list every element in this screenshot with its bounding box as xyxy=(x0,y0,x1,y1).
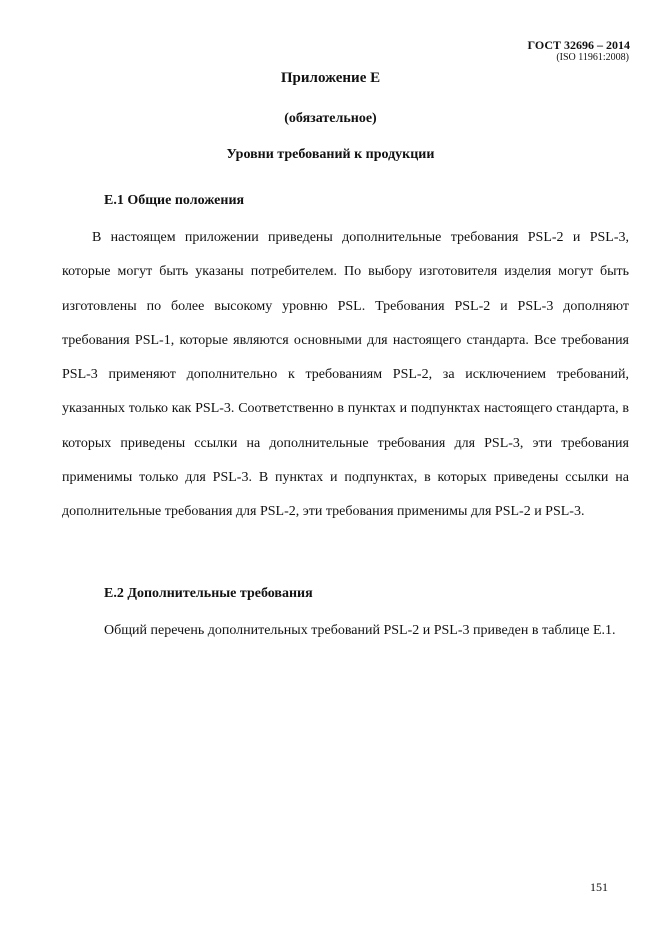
appendix-subject: Уровни требований к продукции xyxy=(226,147,435,162)
section-heading-e2: Е.2 Дополнительные требования xyxy=(104,586,313,601)
section-text-e2: Общий перечень дополнительных требований PSL-2 и PSL-3 приведен в таблице Е.1. xyxy=(104,623,616,638)
iso-code: (ISO 11961:2008) xyxy=(556,52,629,63)
appendix-kind: (обязательное) xyxy=(284,111,377,126)
page-number: 151 xyxy=(590,880,608,894)
appendix-title: Приложение Е xyxy=(280,70,381,86)
section-heading-e1: Е.1 Общие положения xyxy=(104,193,245,208)
section-text-e1: В настоящем приложении приведены дополнительные требования PSL-2 и PSL-3, которые могут быть указаны потребителем. По выбору изготовителя изделия могут быть изготовлены по более высокому уровню PSL. Требования PSL-2 и PSL-3 дополняют требования PSL-1, которые являются основными для настоящего стандарта. Все требования PSL-3 применяют дополнительно к требованиям PSL-2, за исключением требований, указанных только как PSL-3. Соответственно в пунктах и подпунктах настоящего стандарта, в которых приведены ссылки на дополнительные требования для PSL-3, эти требования применимы только для PSL-3. В пунктах и подпунктах, в которых приведены ссылки на дополнительные требования для PSL-2, эти требования применимы для PSL-2 и PSL-3. xyxy=(62,230,629,520)
standard-code: ГОСТ 32696 – 2014 xyxy=(527,38,630,52)
